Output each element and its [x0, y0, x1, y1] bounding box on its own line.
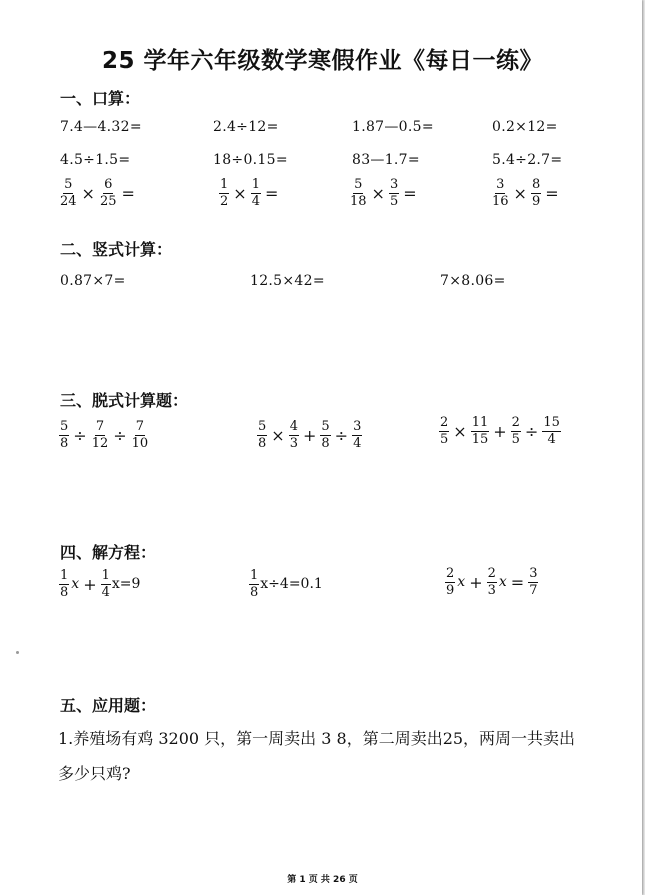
oral-item: 0.2×12= [492, 119, 558, 135]
oral-fraction-item: $\frac{1}{2}$ × $\frac{1}{4}$ = [220, 177, 279, 209]
oral-item: 18÷0.15= [213, 152, 288, 168]
oral-fraction-item: $\frac{5}{18}$ × $\frac{3}{5}$ = [350, 177, 417, 209]
section-oral-heading: 一、口算： [60, 89, 141, 108]
equation: 2 9 x + $\frac{2}{3}$ x = $\frac{3}{7}$ [446, 566, 538, 598]
oral-item: 5.4÷2.7= [492, 152, 563, 168]
vertical-item: 7×8.06= [440, 273, 506, 289]
oral-fraction-item: $\frac{3}{16}$ × $\frac{8}{9}$ = [492, 177, 559, 209]
section-word-heading: 五、应用题： [60, 696, 157, 715]
stepwise-expression: $\frac{5}{8}$ ÷ $\frac{7}{12}$ ÷ $\frac{7}{10}$ [60, 419, 149, 451]
stepwise-expression: $\frac{2}{5}$ × $\frac{11}{15}$ + $\frac{2}{5}$ ÷ $\frac{15}{4}$ [440, 415, 560, 447]
word-problem-line: 1.养殖场有鸡 3200 只，第一周卖出 3 8，第二周卖出25，两周一共卖出 [58, 729, 576, 748]
scan-speck [16, 651, 19, 654]
oral-item: 2.4÷12= [213, 119, 279, 135]
section-vertical-heading: 二、竖式计算： [60, 240, 173, 259]
vertical-item: 0.87×7= [60, 273, 126, 289]
page-footer: 第 1 页 共 26 页 [287, 875, 358, 885]
equation: 1 8 x + $\frac{1}{4}$ x=9 [60, 568, 141, 600]
oral-item: 4.5÷1.5= [60, 152, 131, 168]
stepwise-expression: $\frac{5}{8}$ × $\frac{4}{3}$ + $\frac{5}{8}$ ÷ $\frac{3}{4}$ [258, 419, 362, 451]
page-title: 25 学年六年级数学寒假作业《每日一练》 [101, 48, 543, 74]
vertical-item: 12.5×42= [250, 273, 325, 289]
section-equations-heading: 四、解方程： [60, 543, 157, 562]
section-stepwise-heading: 三、脱式计算题： [60, 391, 189, 410]
equation: 1 8 x÷4=0.1 [250, 568, 323, 600]
oral-fraction-item: $\frac{5}{24}$ × $\frac{6}{25}$ = [60, 177, 135, 209]
oral-item: 1.87—0.5= [352, 119, 434, 135]
oral-item: 83—1.7= [352, 152, 420, 168]
word-problem-line: 多少只鸡? [58, 764, 131, 783]
oral-item: 7.4—4.32= [60, 119, 142, 135]
